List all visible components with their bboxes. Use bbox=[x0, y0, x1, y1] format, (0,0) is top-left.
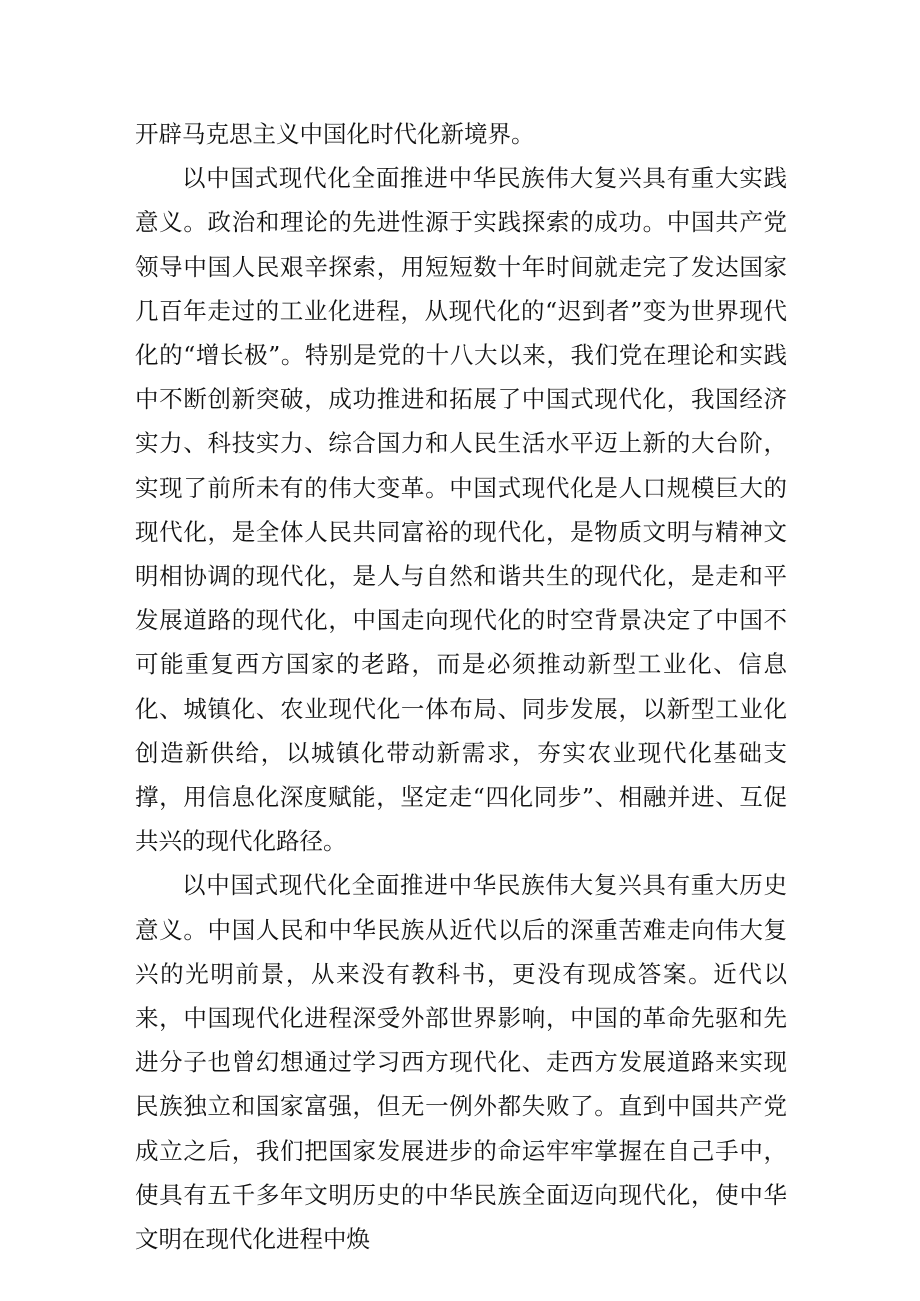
paragraph-historical-significance: 以中国式现代化全面推进中华民族伟大复兴具有重大历史意义。中国人民和中华民族从近代以后的深重苦难走向伟大复兴的光明前景，从来没有教科书，更没有现成答案。近代以来，中国现代化进程深受外部世界影响，中国的革命先驱和先进分子也曾幻想通过学习西方现代化、走西方发展道路来实现民族独立和国家富强，但无一例外都失败了。直到中国共产党成立之后，我们把国家发展进步的命运牢牢掌握在自己手中，使具有五千多年文明历史的中华民族全面迈向现代化，使中华文明在现代化进程中焕 bbox=[135, 871, 787, 1254]
paragraph-practical-significance: 以中国式现代化全面推进中华民族伟大复兴具有重大实践意义。政治和理论的先进性源于实践探索的成功。中国共产党领导中国人民艰辛探索，用短短数十年时间就走完了发达国家几百年走过的工业化进程，从现代化的“迟到者”变为世界现代化的“增长极”。特别是党的十八大以来，我们党在理论和实践中不断创新突破，成功推进和拓展了中国式现代化，我国经济实力、科技实力、综合国力和人民生活水平迈上新的大台阶，实现了前所未有的伟大变革。中国式现代化是人口规模巨大的现代化，是全体人民共同富裕的现代化，是物质文明与精神文明相协调的现代化，是人与自然和谐共生的现代化，是走和平发展道路的现代化，中国走向现代化的时空背景决定了中国不可能重复西方国家的老路，而是必须推动新型工业化、信息化、城镇化、农业现代化一体布局、同步发展，以新型工业化创造新供给，以城镇化带动新需求，夯实农业现代化基础支撑，用信息化深度赋能，坚定走“四化同步”、相融并进、互促共兴的现代化路径。 bbox=[135, 164, 787, 856]
paragraph-continuation: 开辟马克思主义中国化时代化新境界。 bbox=[135, 120, 535, 148]
document-page bbox=[135, 112, 787, 1261]
